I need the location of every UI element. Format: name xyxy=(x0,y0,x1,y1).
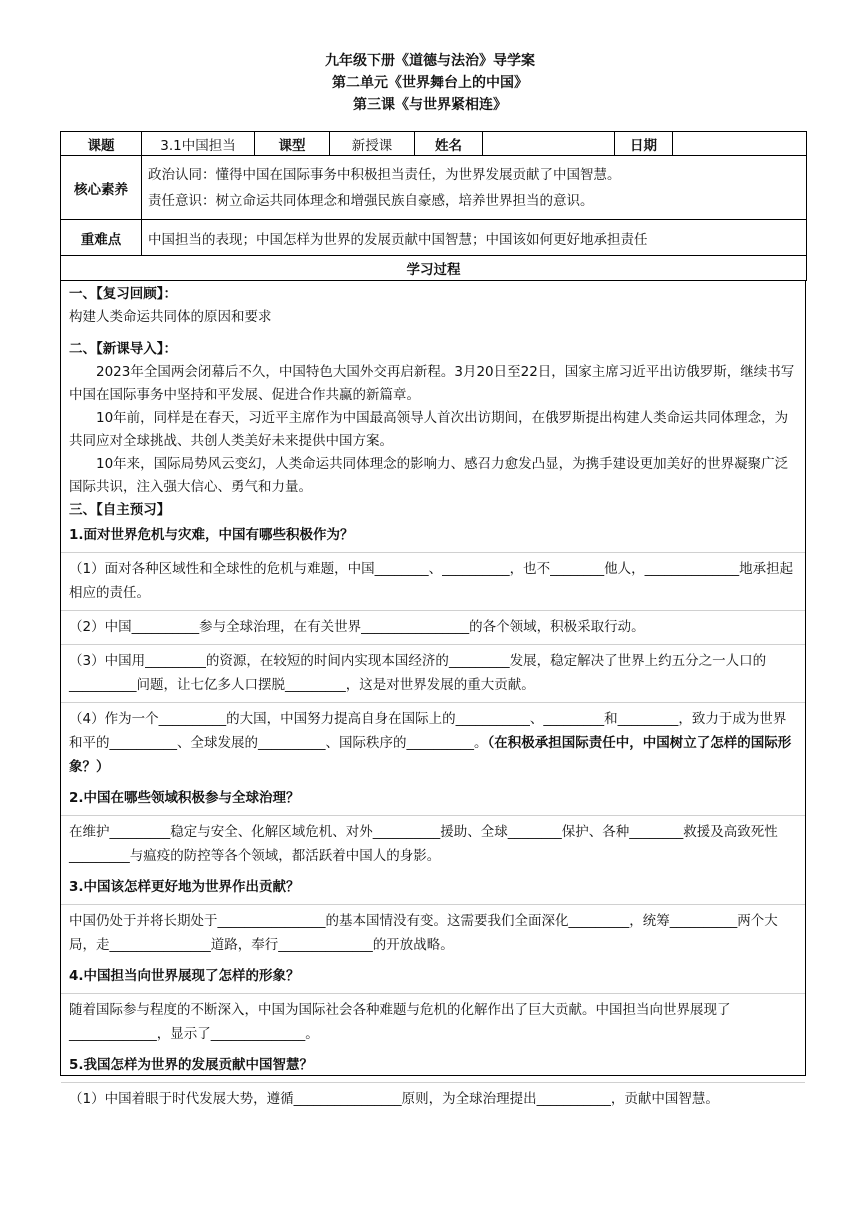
date-field[interactable] xyxy=(673,132,807,156)
unit-title: 第二单元《世界舞台上的中国》 xyxy=(332,75,528,91)
divider xyxy=(61,610,805,611)
question-5: 5.我国怎样为世界的发展贡献中国智慧？ xyxy=(69,1057,314,1073)
divider xyxy=(61,993,805,994)
name-label: 姓名 xyxy=(415,132,483,156)
learning-process-body xyxy=(60,281,806,1107)
question-1-answer-1[interactable]: （1）面对各种区域性和全球性的危机与难题，中国________、__________，也不________他人，______________地承担起相应的责任。 xyxy=(69,561,794,601)
answer-4-text: （4）作为一个__________的大国，中国努力提高自身在国际上的___________、_________和_________，致力于成为世界和平的__________、全球发展的__________、国际秩序的__________。 xyxy=(69,711,787,751)
divider xyxy=(61,1082,805,1083)
question-1-answer-4[interactable] xyxy=(69,707,797,779)
topic-value: 3.1中国担当 xyxy=(142,132,255,156)
key-points-text: 中国担当的表现；中国怎样为世界的发展贡献中国智慧；中国该如何更好地承担责任 xyxy=(142,220,807,256)
intro-paragraph: 10年来，国际局势风云变幻，人类命运共同体理念的影响力、感召力愈发凸显，为携手建设更加美好的世界凝聚广泛国际共识，注入强大信心、勇气和力量。 xyxy=(69,456,789,495)
name-field[interactable] xyxy=(483,132,615,156)
doc-title: 九年级下册《道德与法治》导学案 xyxy=(325,53,535,69)
question-3: 3.中国该怎样更好地为世界作出贡献？ xyxy=(69,879,300,895)
divider xyxy=(61,815,805,816)
question-4: 4.中国担当向世界展现了怎样的形象？ xyxy=(69,968,300,984)
divider xyxy=(61,552,805,553)
type-value: 新授课 xyxy=(330,132,415,156)
date-label: 日期 xyxy=(615,132,673,156)
question-2-answer[interactable]: 在维护_________稳定与安全、化解区域危机、对外__________援助、全球________保护、各种________救援及高致死性_________与瘟疫的防控等各个领域，都活跃着中国人的身影。 xyxy=(69,824,778,864)
core-literacy-content xyxy=(142,156,807,220)
review-heading: 一、【复习回顾】： xyxy=(69,286,177,302)
review-text: 构建人类命运共同体的原因和要求 xyxy=(69,309,272,325)
lesson-title: 第三课《与世界紧相连》 xyxy=(353,97,507,113)
question-1-answer-3[interactable]: （3）中国用_________的资源，在较短的时间内实现本国经济的_________发展，稳定解决了世界上约五分之一人口的__________问题，让七亿多人口摆脱_________，这是对世界发展的重大贡献。 xyxy=(69,653,767,693)
type-label: 课型 xyxy=(255,132,330,156)
question-1: 1.面对世界危机与灾难，中国有哪些积极作为？ xyxy=(69,527,354,543)
core-line-responsibility: 责任意识：树立命运共同体理念和增强民族自豪感，培养世界担当的意识。 xyxy=(148,192,594,209)
question-1-answer-2[interactable]: （2）中国__________参与全球治理，在有关世界________________的各个领域，积极采取行动。 xyxy=(69,619,645,635)
preview-heading: 三、【自主预习】 xyxy=(69,502,171,518)
question-2: 2.中国在哪些领域积极参与全球治理？ xyxy=(69,790,300,806)
core-line-political: 政治认同：懂得中国在国际事务中积极担当责任，为世界发展贡献了中国智慧。 xyxy=(148,166,621,183)
topic-label: 课题 xyxy=(61,132,142,156)
core-literacy-label: 核心素养 xyxy=(61,156,142,220)
key-points-label: 重难点 xyxy=(61,220,142,256)
intro-paragraph: 10年前，同样是在春天，习近平主席作为中国最高领导人首次出访期间，在俄罗斯提出构建人类命运共同体理念，为共同应对全球挑战、共创人类美好未来提供中国方案。 xyxy=(69,410,789,449)
divider xyxy=(61,644,805,645)
answer-4-bold-prompt: （在积极承担国际责任中，中国树立了怎样的国际形象？） xyxy=(69,735,792,775)
intro-heading: 二、【新课导入】： xyxy=(69,341,177,357)
document-header xyxy=(0,50,860,116)
intro-paragraph: 2023年全国两会闭幕后不久，中国特色大国外交再启新程。3月20日至22日，国家主席习近平出访俄罗斯，继续书写中国在国际事务中坚持和平发展、促进合作共赢的新篇章。 xyxy=(69,364,795,403)
question-5-answer-1[interactable]: （1）中国着眼于时代发展大势，遵循________________原则，为全球治理提出___________，贡献中国智慧。 xyxy=(69,1091,719,1107)
divider xyxy=(61,904,805,905)
divider xyxy=(61,702,805,703)
info-table xyxy=(60,131,807,281)
question-4-answer[interactable]: 随着国际参与程度的不断深入，中国为国际社会各种难题与危机的化解作出了巨大贡献。中国担当向世界展现了_____________，显示了______________。 xyxy=(69,1002,731,1042)
learning-process-header: 学习过程 xyxy=(61,256,807,281)
question-3-answer[interactable]: 中国仍处于并将长期处于________________的基本国情没有变。这需要我们全面深化_________，统筹__________两个大局，走_______________道路，奉行______________的开放战略。 xyxy=(69,913,778,953)
